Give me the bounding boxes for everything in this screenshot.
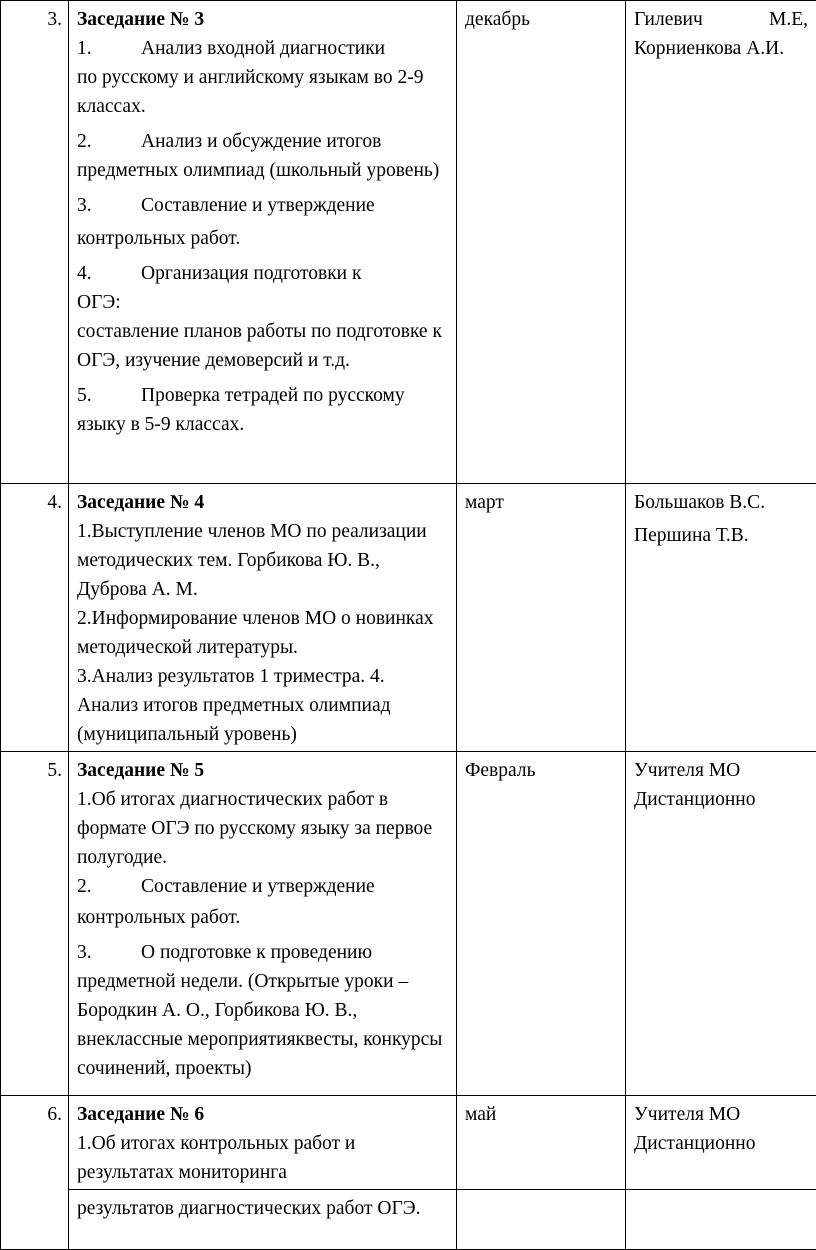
meeting-content-continued: результатов диагностических работ ОГЭ.: [69, 1190, 457, 1250]
list-item: 4. Организация подготовки к: [77, 259, 448, 288]
table-row: [1, 1190, 816, 1250]
responsible: Гилевич М.Е, Корниенкова А.И.: [626, 1, 816, 484]
table-row: [1, 484, 816, 752]
responsible: Большаков В.С. Першина Т.В.: [626, 484, 816, 752]
list-item: 3. Составление и утверждение: [77, 191, 448, 220]
meeting-title: Заседание № 3: [77, 5, 448, 34]
meeting-title: Заседание № 5: [77, 756, 448, 785]
meeting-content: Заседание № 3 1. Анализ входной диагностики по русскому и английскому языкам во 2-9 классах. 2. Анализ и обсуждение итогов предметных олимпиад (школьный уровень) 3. Составление и утверждение контрольных работ. 4. Организация подготовки к ОГЭ: составление планов работы по подготовке к ОГЭ, изучение демоверсий и т.д. 5. Проверка тетрадей по русскому языку в 5-9 классах.: [69, 1, 457, 484]
list-item: 3. О подготовке к проведению: [77, 938, 448, 967]
meeting-title: Заседание № 4: [77, 488, 448, 517]
list-item: 1. Анализ входной диагностики: [77, 34, 448, 63]
row-number: 3.: [1, 1, 69, 484]
list-item: 2. Анализ и обсуждение итогов: [77, 127, 448, 156]
row-number: 5.: [1, 752, 69, 1096]
empty-cell: [626, 1190, 816, 1250]
list-item: 2. Составление и утверждение: [77, 872, 448, 901]
row-number: 4.: [1, 484, 69, 752]
meeting-date: май: [457, 1096, 626, 1190]
meeting-title: Заседание № 6: [77, 1100, 448, 1129]
table-row: [1, 1096, 816, 1190]
meeting-date: декабрь: [457, 1, 626, 484]
row-number: 6.: [1, 1096, 69, 1250]
meeting-content: Заседание № 4 1.Выступление членов МО по реализации методических тем. Горбикова Ю. В., Дуброва А. М. 2.Информирование членов МО о новинках методической литературы. 3.Анализ результатов 1 триместра. 4. Анализ итогов предметных олимпиад (муниципальный уровень): [69, 484, 457, 752]
meeting-content: Заседание № 6 1.Об итогах контрольных работ и результатах мониторинга: [69, 1096, 457, 1190]
meeting-date: март: [457, 484, 626, 752]
responsible: Учителя МО Дистанционно: [626, 752, 816, 1096]
table-row: [1, 1, 816, 484]
responsible: Учителя МО Дистанционно: [626, 1096, 816, 1190]
meeting-date: Февраль: [457, 752, 626, 1096]
table-row: [1, 752, 816, 1096]
list-item: 5. Проверка тетрадей по русскому: [77, 381, 448, 410]
meeting-content: Заседание № 5 1.Об итогах диагностических работ в формате ОГЭ по русскому языку за первое полугодие. 2. Составление и утверждение контрольных работ. 3. О подготовке к проведению предметной недели. (Открытые уроки – Бородкин А. О., Горбикова Ю. В., внеклассные мероприятияквесты, конкурсы сочинений, проекты): [69, 752, 457, 1096]
empty-cell: [457, 1190, 626, 1250]
